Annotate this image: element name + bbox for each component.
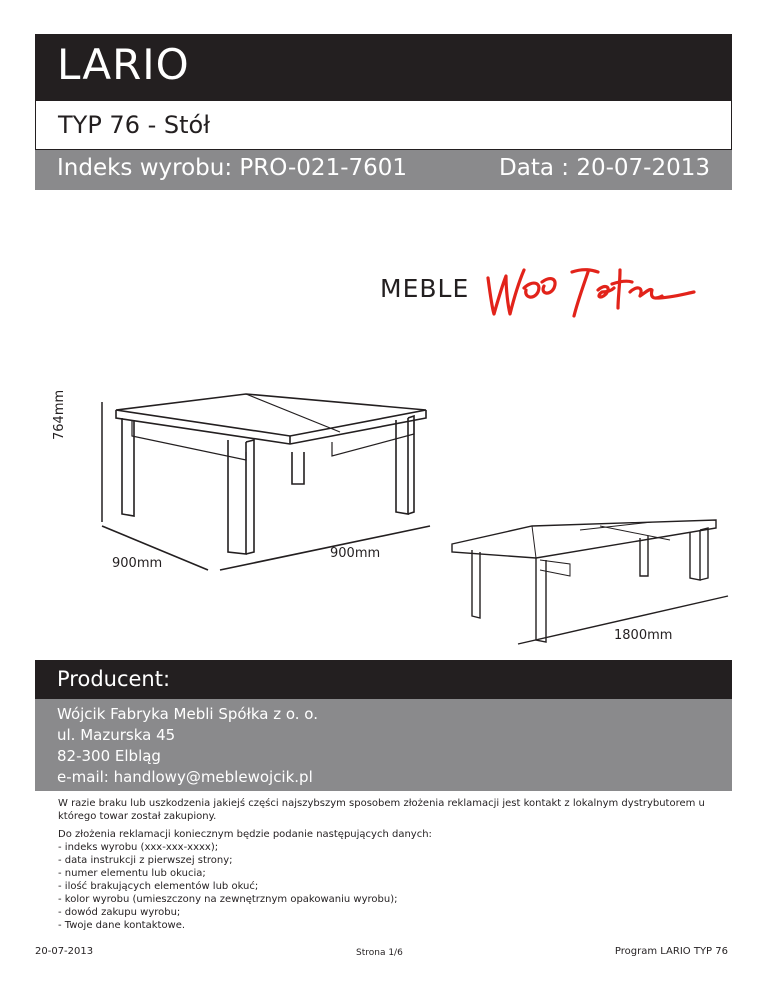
producer-bar — [35, 660, 732, 699]
list-item: - indeks wyrobu (xxx-xxx-xxxx); — [58, 842, 219, 853]
product-index: Indeks wyrobu: PRO-021-7601 — [57, 155, 408, 181]
index-bar — [35, 150, 732, 190]
depth-dimension-line — [220, 526, 430, 570]
notes-intro: Do złożenia reklamacji koniecznym będzie podanie następujących danych: — [58, 829, 432, 840]
title-bar — [35, 34, 732, 101]
producer-email[interactable]: e-mail: handlowy@meblewojcik.pl — [57, 768, 313, 786]
footer-date: 20-07-2013 — [35, 946, 94, 957]
table-folded — [102, 394, 430, 570]
list-item: - Twoje dane kontaktowe. — [58, 920, 186, 931]
producer-city: 82-300 Elbląg — [57, 747, 161, 765]
product-title: LARIO — [57, 40, 190, 89]
height-label: 764mm — [52, 389, 67, 440]
product-subtitle: TYP 76 - Stół — [58, 111, 211, 139]
producer-street: ul. Mazurska 45 — [57, 726, 176, 744]
producer-company: Wójcik Fabryka Mebli Spółka z o. o. — [57, 705, 318, 723]
list-item: - ilość brakujących elementów lub okuć; — [58, 881, 259, 892]
brand-logo — [380, 258, 700, 328]
list-item: - kolor wyrobu (umieszczony na zewnętrznym opakowaniu wyrobu); — [58, 894, 398, 905]
extended-length-label: 1800mm — [614, 628, 673, 643]
complaint-notes — [58, 797, 718, 932]
subtitle-box — [35, 101, 732, 150]
signature-logo — [480, 258, 700, 328]
list-item: - data instrukcji z pierwszej strony; — [58, 855, 233, 866]
document-date: Data : 20-07-2013 — [499, 155, 710, 181]
logo-word: MEBLE — [380, 274, 470, 303]
table-drawing — [40, 380, 740, 660]
notes-paragraph: W razie braku lub uszkodzenia jakiejś części najszybszym sposobem złożenia reklamacji jest kontakt z lokalnym dystrybutorem u którego towar został zakupiony. — [58, 798, 705, 822]
table-extended — [452, 520, 728, 644]
list-item: - dowód zakupu wyrobu; — [58, 907, 181, 918]
depth-label: 900mm — [330, 546, 381, 561]
producer-info — [35, 699, 732, 791]
page-number: Strona 1/6 — [356, 948, 403, 958]
footer-program: Program LARIO TYP 76 — [614, 946, 728, 957]
width-label: 900mm — [112, 556, 163, 571]
list-item: - numer elementu lub okucia; — [58, 868, 206, 879]
notes-list — [58, 841, 718, 932]
producer-heading: Producent: — [57, 667, 171, 691]
